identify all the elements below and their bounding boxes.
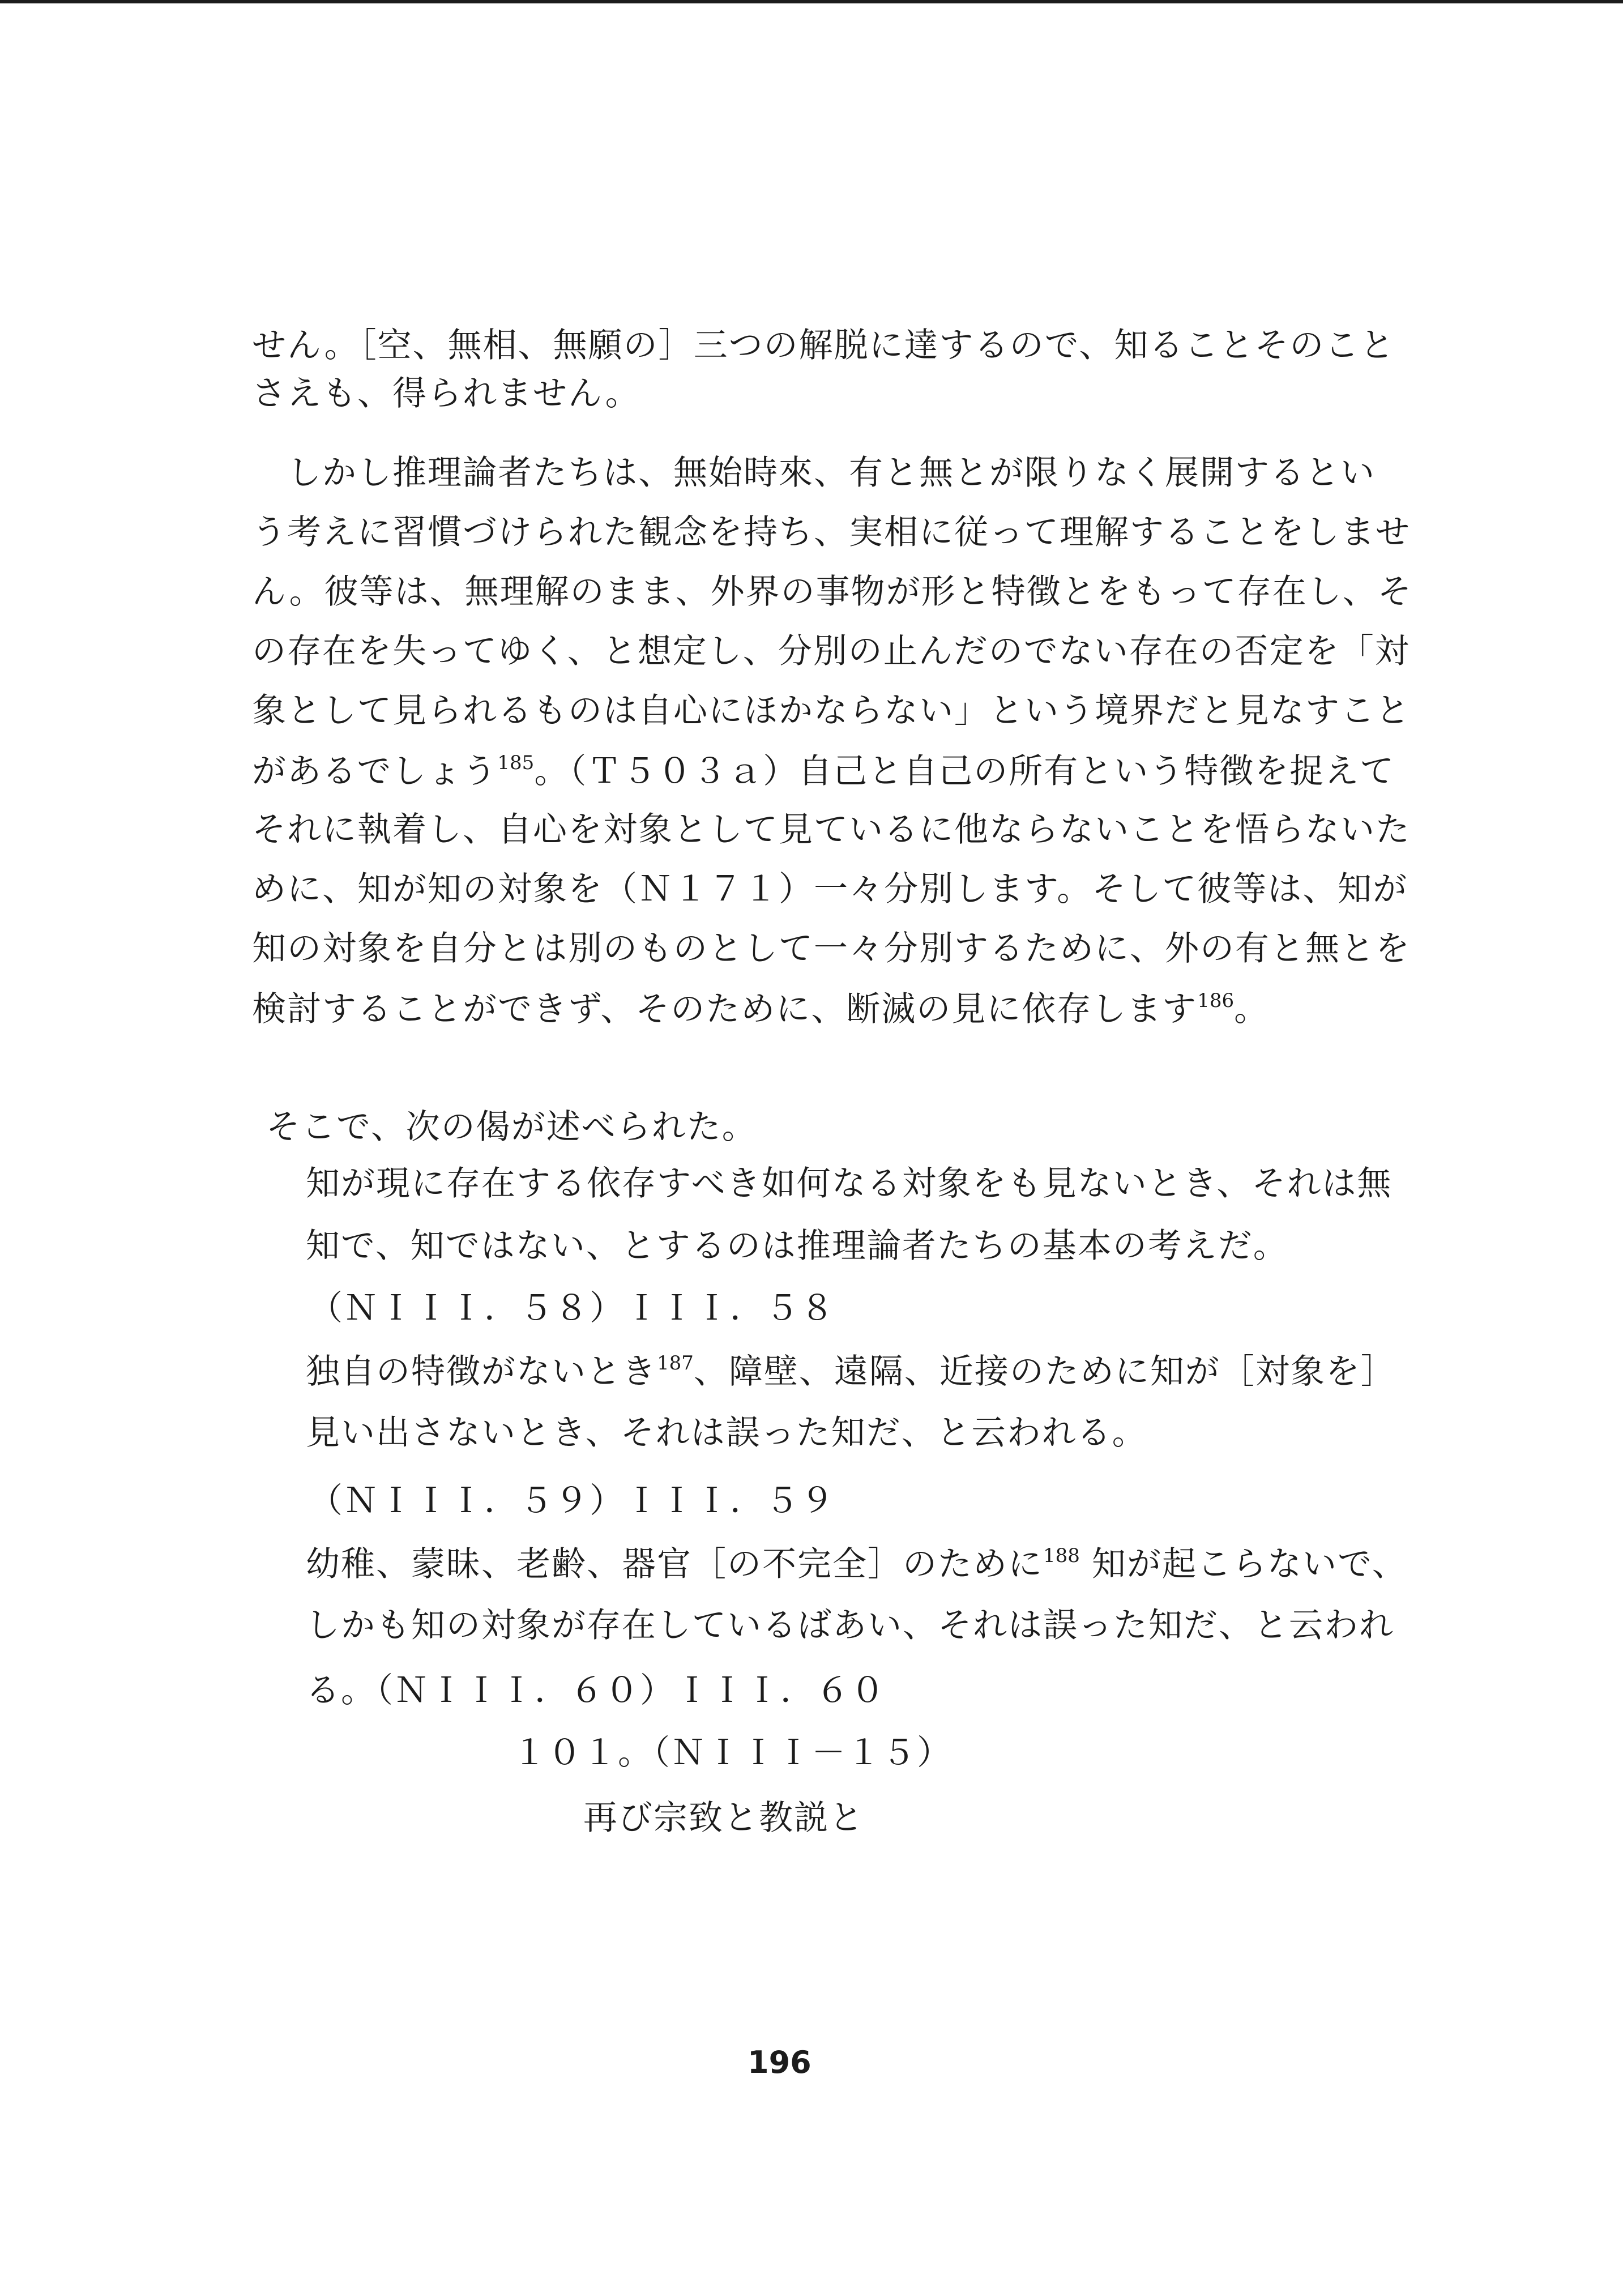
verse-line: 知で、知ではない、とするのは推理論者たちの基本の考えだ。 — [306, 1226, 1288, 1266]
page-number: 196 — [748, 2045, 812, 2080]
text-line: う考えに習慣づけられた観念を持ち、実相に従って理解することをしませ — [252, 513, 1411, 552]
text-line: 検討することができず、そのために、断滅の見に依存します$^{186}$。 — [252, 989, 1270, 1029]
footnote-marker: 185 — [497, 752, 535, 774]
text-line: しかし推理論者たちは、無始時來、有と無とが限りなく展開するとい — [252, 453, 1376, 493]
footnote-marker: 186 — [1197, 989, 1235, 1012]
text-line: それに執着し、自心を対象として見ているに他ならないことを悟らないた — [252, 810, 1411, 850]
verse-line: 独自の特徴がないとき$^{187}$、障壁、遠隔、近接のために知が［対象を］ — [306, 1352, 1396, 1392]
verse-line: 幼稚、蒙昧、老齢、器官［の不完全］のために$^{188}$ 知が起こらないで、 — [306, 1544, 1407, 1584]
footnote-marker: 187 — [657, 1352, 694, 1375]
verse-reference: （ＮＩＩＩ．５８）ＩＩＩ．５８ — [309, 1288, 835, 1328]
top-border-rule — [0, 0, 1623, 3]
verse-line: 見い出さないとき、それは誤った知だ、と云われる。 — [306, 1413, 1147, 1453]
text-line: ん。彼等は、無理解のまま、外界の事物が形と特徴とをもって存在し、そ — [252, 572, 1413, 612]
text-line: 知の対象を自分とは別のものとして一々分別するために、外の有と無とを — [252, 929, 1411, 968]
verse-reference: る。（ＮＩＩＩ．６０）ＩＩＩ．６０ — [306, 1671, 886, 1710]
text-line: せん。［空、無相、無願の］三つの解脱に達するので、知ることそのこと — [252, 326, 1395, 365]
text-line: の存在を失ってゆく、と想定し、分別の止んだのでない存在の否定を「対 — [252, 631, 1410, 671]
section-heading: 再び宗致と教説と — [583, 1798, 864, 1838]
text-line: があるでしょう$^{185}$。（Ｔ５０３ａ）自己と自己の所有という特徴を捉えて — [252, 752, 1395, 791]
verse-reference: （ＮＩＩＩ．５９）ＩＩＩ．５９ — [309, 1481, 835, 1521]
section-number: １０１。（ＮＩＩＩ－１５） — [512, 1733, 952, 1773]
text-line: めに、知が知の対象を（Ｎ１７１）一々分別します。そして彼等は、知が — [252, 869, 1408, 909]
text-line: 象として見られるものは自心にほかならない」という境界だと見なすこと — [252, 691, 1411, 731]
verse-line: 知が現に存在する依存すべき如何なる対象をも見ないとき、それは無 — [306, 1164, 1393, 1204]
verse-line: しかも知の対象が存在しているばあい、それは誤った知だ、と云われ — [306, 1606, 1394, 1645]
text-line: そこで、次の偈が述べられた。 — [266, 1107, 757, 1147]
footnote-marker: 188 — [1043, 1544, 1080, 1567]
text-line: さえも、得られません。 — [252, 374, 640, 413]
